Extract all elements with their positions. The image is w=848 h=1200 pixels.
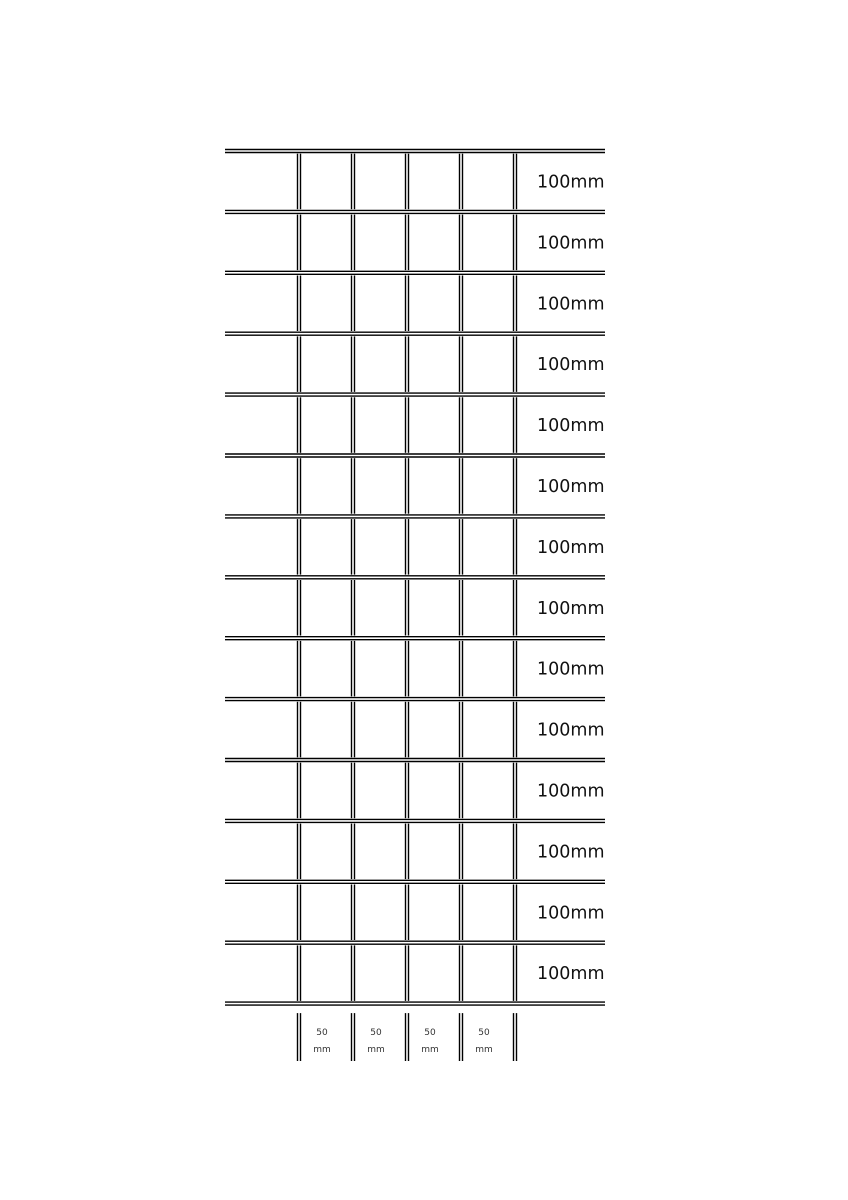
column-spacing-value: 50 [316, 1028, 328, 1038]
row-spacing-label: 100mm [537, 842, 605, 863]
column-spacing-unit: mm [421, 1045, 439, 1055]
row-spacing-label: 100mm [537, 598, 605, 619]
row-spacing-label: 100mm [537, 233, 605, 254]
column-spacing-value: 50 [370, 1028, 382, 1038]
column-spacing-unit: mm [475, 1045, 493, 1055]
row-spacing-label: 100mm [537, 781, 605, 802]
column-spacing-unit: mm [313, 1045, 331, 1055]
row-spacing-label: 100mm [537, 416, 605, 437]
row-spacing-label: 100mm [537, 476, 605, 497]
column-labels [313, 1028, 493, 1055]
column-spacing-value: 50 [478, 1028, 490, 1038]
row-spacing-label: 100mm [537, 964, 605, 985]
column-spacing-unit: mm [367, 1045, 385, 1055]
row-spacing-label: 100mm [537, 659, 605, 680]
column-spacing-value: 50 [424, 1028, 436, 1038]
row-spacing-label: 100mm [537, 172, 605, 193]
row-spacing-label: 100mm [537, 294, 605, 315]
row-spacing-label: 100mm [537, 537, 605, 558]
row-spacing-label: 100mm [537, 355, 605, 376]
row-spacing-label: 100mm [537, 903, 605, 924]
row-spacing-label: 100mm [537, 720, 605, 741]
